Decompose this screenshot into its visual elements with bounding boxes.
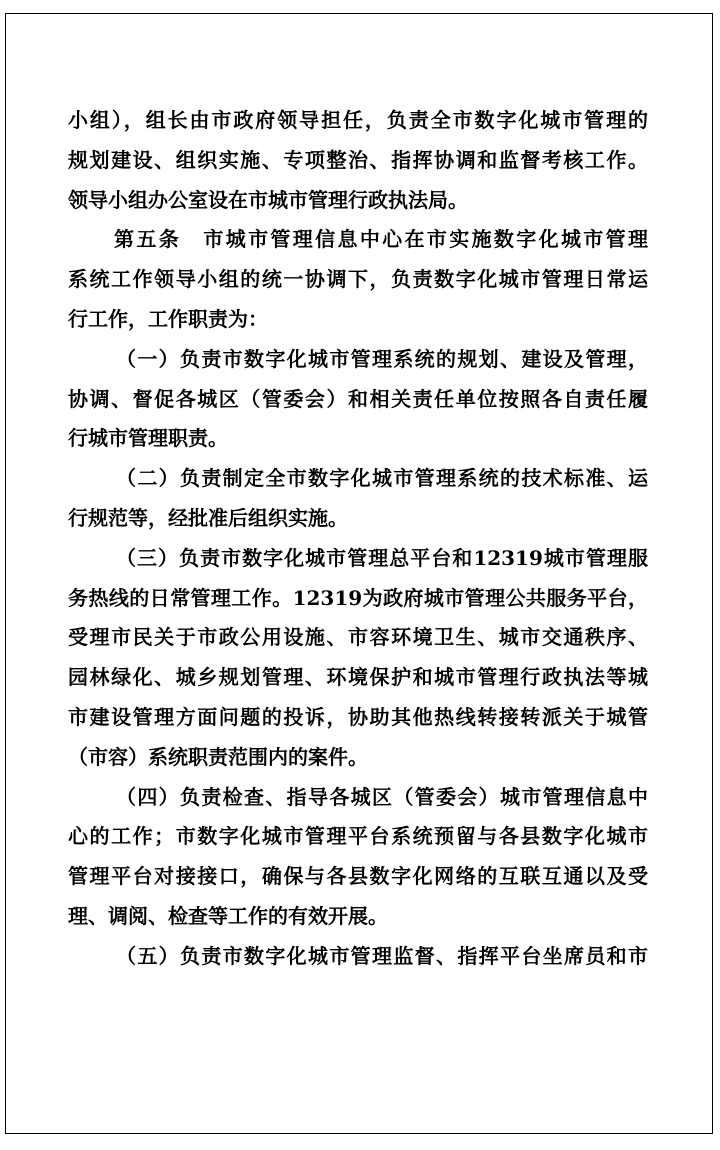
item-first-line: （四）负责检查、指导各城区（管委会）城市管理信息中 — [116, 784, 648, 809]
text-line: 心的工作；市数字化城市管理平台系统预留与各县数字化城市 — [68, 824, 648, 849]
text-line: 小组），组长由市政府领导担任，负责全市数字化城市管理的 — [68, 108, 648, 132]
item-first-line: （一）负责市数字化城市管理系统的规划、建设及管理， — [116, 346, 648, 371]
text-line: 规划建设、组织实施、专项整治、指挥协调和监督考核工作。 — [68, 147, 648, 172]
item-first-line: （五）负责市数字化城市管理监督、指挥平台坐席员和市 — [116, 943, 648, 968]
text-line: 行城市管理职责。 — [68, 426, 228, 451]
text-line: 系统工作领导小组的统一协调下，负责数字化城市管理日常运 — [68, 267, 648, 292]
text-line: 行规范等，经批准后组织实施。 — [68, 505, 348, 530]
text-line: 领导小组办公室设在市城市管理行政执法局。 — [68, 187, 468, 212]
text-line: 协调、督促各城区（管委会）和相关责任单位按照各自责任履 — [68, 386, 648, 411]
article-heading-line: 第五条 市城市管理信息中心在市实施数字化城市管理 — [114, 227, 648, 252]
text-line: 管理平台对接接口，确保与各县数字化网络的互联互通以及受 — [68, 864, 648, 889]
text-line: 理、调阅、检查等工作的有效开展。 — [68, 903, 388, 928]
text-line: 务热线的日常管理工作。12319为政府城市管理公共服务平台， — [68, 585, 648, 610]
text-line: 行工作，工作职责为： — [68, 306, 268, 331]
item-first-line: （二）负责制定全市数字化城市管理系统的技术标准、运 — [116, 466, 648, 491]
text-line: 受理市民关于市政公用设施、市容环境卫生、城市交通秩序、 — [68, 625, 648, 650]
document-body — [68, 101, 648, 977]
text-line: 园林绿化、城乡规划管理、环境保护和城市管理行政执法等城 — [68, 665, 648, 690]
item-first-line: （三）负责市数字化城市管理总平台和12319城市管理服 — [116, 545, 648, 570]
text-line: 市建设管理方面问题的投诉，协助其他热线转接转派关于城管 — [68, 704, 648, 729]
text-line: （市容）系统职责范围内的案件。 — [68, 744, 368, 769]
